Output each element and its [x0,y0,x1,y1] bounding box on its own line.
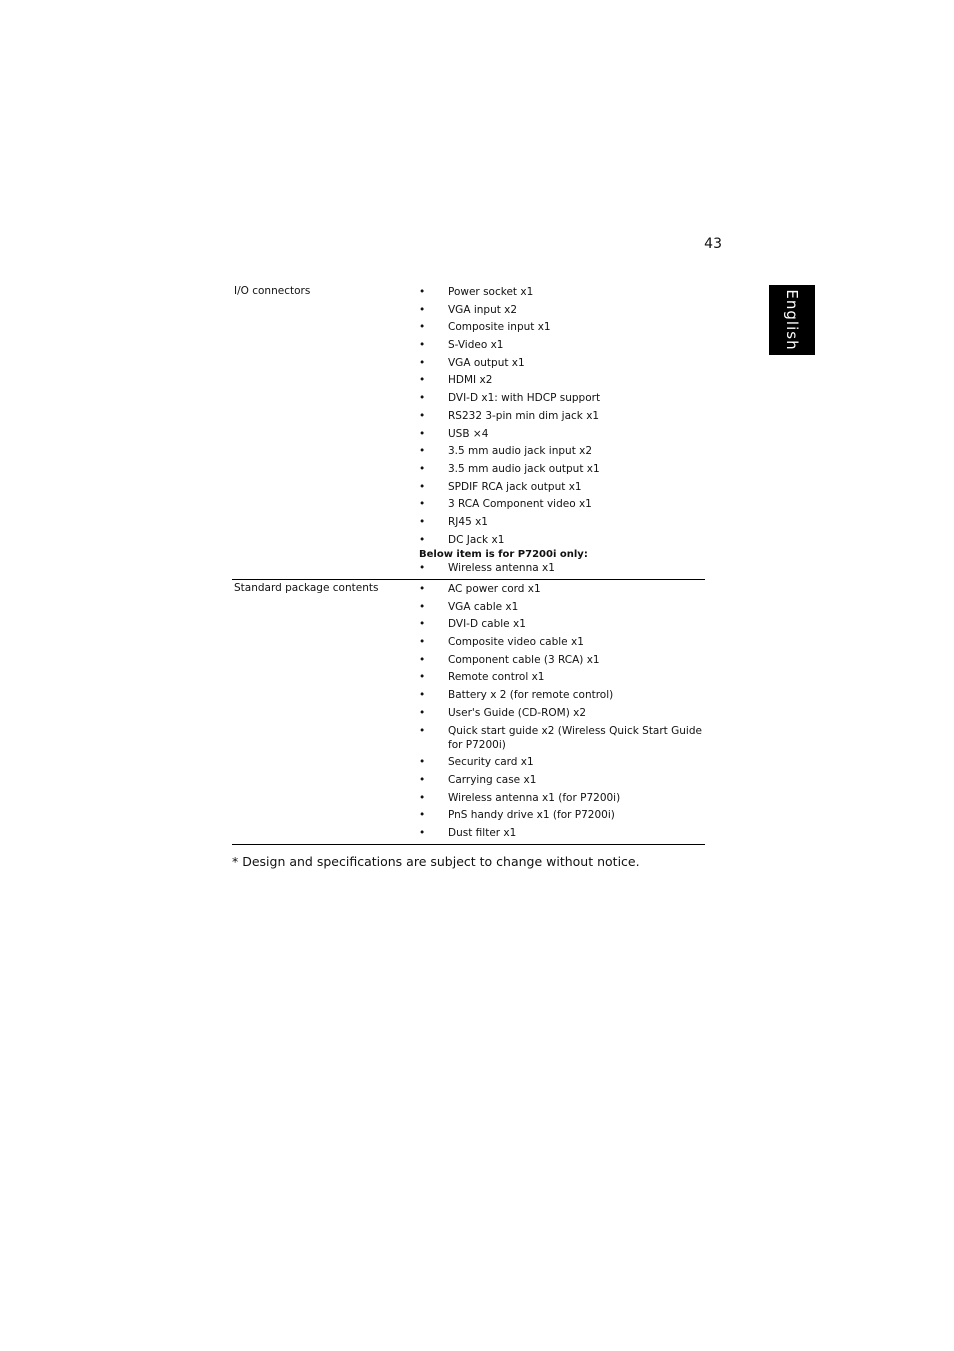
list-item [419,724,705,752]
item-list [419,283,705,575]
bullet-icon: • [419,445,426,458]
bullet-icon: • [419,480,426,493]
list-item [419,688,705,702]
bullet-icon: • [419,689,426,702]
bullet-icon: • [419,636,426,649]
list-item-text: PnS handy drive x1 (for P7200i) [448,809,615,822]
bullet-icon: • [419,356,426,369]
list-item [419,706,705,720]
list-item [419,320,705,334]
row-label: Standard package contents [234,582,379,594]
list-item [419,391,705,405]
list-item-text: Security card x1 [448,756,534,769]
list-item-text: HDMI x2 [448,374,493,387]
spec-row-io-connectors [232,283,705,575]
list-item-text: AC power cord x1 [448,583,541,595]
list-item [419,582,705,596]
bullet-icon: • [419,791,426,804]
bullet-icon: • [419,671,426,684]
list-item [419,808,705,822]
list-item [419,670,705,684]
list-item [419,561,705,575]
list-item [419,497,705,511]
list-item-text: VGA output x1 [448,356,525,369]
language-tab [769,285,815,355]
list-item [419,427,705,441]
list-item-text: Component cable (3 RCA) x1 [448,653,600,666]
list-item-text: VGA cable x1 [448,600,519,613]
list-item [419,356,705,370]
bullet-icon: • [419,809,426,822]
language-tab-label: English [783,289,801,351]
list-item-text: RJ45 x1 [448,515,488,528]
bullet-icon: • [419,339,426,352]
bullet-icon: • [419,618,426,631]
bullet-icon: • [419,515,426,528]
bullet-icon: • [419,303,426,316]
bullet-icon: • [419,756,426,769]
item-list [419,580,705,840]
list-item-text: User's Guide (CD-ROM) x2 [448,706,587,719]
bullet-icon: • [419,409,426,422]
list-item [419,635,705,649]
list-item [419,653,705,667]
list-item-text: 3.5 mm audio jack output x1 [448,462,600,475]
model-note: Below item is for P7200i only: [419,549,588,561]
spec-row-package-contents [232,579,705,845]
bullet-icon: • [419,583,426,595]
bullet-icon: • [419,706,426,719]
list-item-text: DC Jack x1 [448,533,505,546]
list-item [419,373,705,387]
list-item [419,773,705,787]
list-item-text: VGA input x2 [448,303,518,316]
bullet-icon: • [419,321,426,334]
list-item-text: RS232 3-pin min dim jack x1 [448,409,600,422]
list-item [419,303,705,317]
list-item-text: Power socket x1 [448,286,534,298]
list-item [419,617,705,631]
bullet-icon: • [419,462,426,475]
bullet-icon: • [419,653,426,666]
footnote: * Design and specifications are subject to change without notice. [232,854,640,869]
list-item-text: SPDIF RCA jack output x1 [448,480,582,493]
bullet-icon: • [419,498,426,511]
bullet-icon: • [419,562,426,575]
list-item [419,444,705,458]
list-item [419,791,705,805]
bullet-icon: • [419,392,426,405]
list-item [419,515,705,529]
list-item [419,826,705,840]
list-item [419,600,705,614]
row-label: I/O connectors [234,285,311,297]
list-item-text: Quick start guide x2 (Wireless Quick Start Guide for P7200i) [448,724,702,751]
list-item [419,480,705,494]
bullet-icon: • [419,773,426,786]
bullet-icon: • [419,724,426,737]
list-item-text: DVI-D cable x1 [448,618,526,631]
list-item [419,533,705,547]
bullet-icon: • [419,427,426,440]
list-item-text: 3 RCA Component video x1 [448,498,592,511]
spec-table [232,283,705,845]
list-item-text: USB ×4 [448,427,489,440]
list-item-text: Composite input x1 [448,321,551,334]
list-item-text: Dust filter x1 [448,826,517,839]
list-item [419,462,705,476]
list-item-text: Battery x 2 (for remote control) [448,689,614,702]
bullet-icon: • [419,533,426,546]
list-item [419,338,705,352]
list-item-text: S-Video x1 [448,339,504,352]
list-item [419,755,705,769]
list-item-text: Wireless antenna x1 [448,562,555,575]
list-item-text: DVI-D x1: with HDCP support [448,392,601,405]
list-item-text: Composite video cable x1 [448,636,584,649]
list-item-text: 3.5 mm audio jack input x2 [448,445,593,458]
list-item-text: Wireless antenna x1 (for P7200i) [448,791,621,804]
bullet-icon: • [419,374,426,387]
list-item [419,409,705,423]
page-number: 43 [704,236,722,252]
bullet-icon: • [419,826,426,839]
list-item-text: Remote control x1 [448,671,545,684]
bullet-icon: • [419,286,426,298]
bullet-icon: • [419,600,426,613]
list-item [419,285,705,299]
list-item-text: Carrying case x1 [448,773,537,786]
